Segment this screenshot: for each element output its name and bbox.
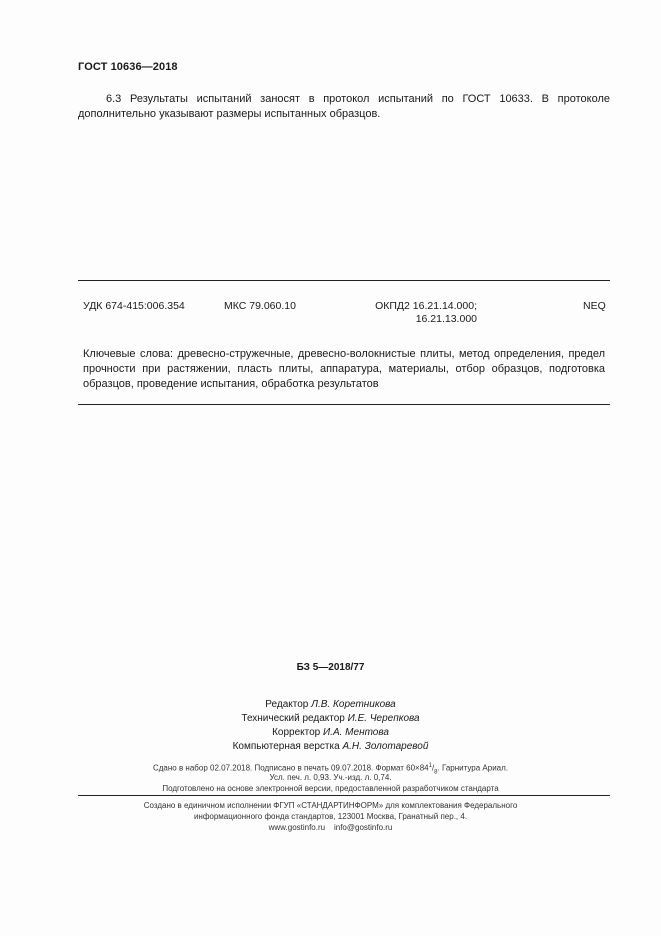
okpd-line-1: ОКПД2 16.21.14.000; bbox=[375, 300, 477, 312]
tech-editor-name: И.Е. Черепкова bbox=[347, 713, 420, 724]
publisher-contacts bbox=[0, 822, 661, 833]
tech-editor-line bbox=[0, 712, 661, 726]
email-link[interactable]: info@gostinfo.ru bbox=[333, 823, 393, 832]
okpd-code bbox=[369, 300, 477, 326]
keywords: Ключевые слова: древесно-стружечные, древесно-волокнистые плиты, метод определения, предел прочности при растяжении, пласть плиты, аппаратура, материалы, отбор образцов, подготовка образцов, проведение испытания, обработка результатов bbox=[83, 348, 605, 390]
editor-role: Редактор bbox=[265, 699, 309, 710]
okpd-line-2: 16.21.13.000 bbox=[415, 313, 477, 325]
bz-number: БЗ 5—2018/77 bbox=[296, 662, 365, 673]
print-info-text-a: Сдано в набор 02.07.2018. Подписано в печать 09.07.2018. Формат 60×84 bbox=[152, 763, 429, 773]
udk-code: УДК 674-415:006.354 bbox=[83, 300, 185, 312]
top-divider bbox=[78, 280, 610, 281]
editor-name: Л.В. Коретникова bbox=[311, 699, 396, 710]
footer-divider bbox=[78, 795, 610, 796]
print-info-line-3: Подготовлено на основе электронной версии, предоставленной разработчиком стандарта bbox=[162, 784, 499, 793]
publisher-line-2: информационного фонда стандартов, 123001 Москва, Гранатный пер., 4. bbox=[193, 812, 468, 821]
tech-editor-role: Технический редактор bbox=[241, 713, 345, 724]
document-header: ГОСТ 10636—2018 bbox=[78, 61, 178, 73]
website-link[interactable]: www.gostinfo.ru bbox=[268, 823, 326, 832]
format-numerator: 1 bbox=[428, 763, 432, 769]
section-paragraph: 6.3 Результаты испытаний заносят в протокол испытаний по ГОСТ 10633. В протоколе дополнительно указывают размеры испытанных образцов. bbox=[78, 93, 610, 120]
print-info-text-b: . Гарнитура Ариал. bbox=[437, 763, 509, 773]
layout-name: А.Н. Золотаревой bbox=[342, 741, 429, 752]
corrector-role: Корректор bbox=[272, 727, 321, 738]
bottom-divider bbox=[78, 404, 610, 405]
layout-role: Компьютерная верстка bbox=[232, 741, 340, 752]
corrector-line bbox=[0, 726, 661, 740]
format-denominator: 8 bbox=[434, 769, 438, 776]
print-info-line-2: Усл. печ. л. 0,93. Уч.-изд. л. 0,74. bbox=[269, 773, 392, 782]
corrector-name: И.А. Ментова bbox=[323, 727, 389, 738]
editor-line bbox=[0, 698, 661, 712]
print-info-line-1: Сдано в набор 02.07.2018. Подписано в печать 09.07.2018. Формат $60\times 84^1/_8$. Гарнитура Ариал. bbox=[152, 763, 509, 776]
mks-code: МКС 79.060.10 bbox=[224, 300, 296, 312]
publisher-line-1: Создано в единичном исполнении ФГУП «СТАНДАРТИНФОРМ» для комплектования Федерального bbox=[143, 801, 518, 810]
neq-label: NEQ bbox=[583, 300, 606, 312]
layout-line bbox=[0, 740, 661, 754]
